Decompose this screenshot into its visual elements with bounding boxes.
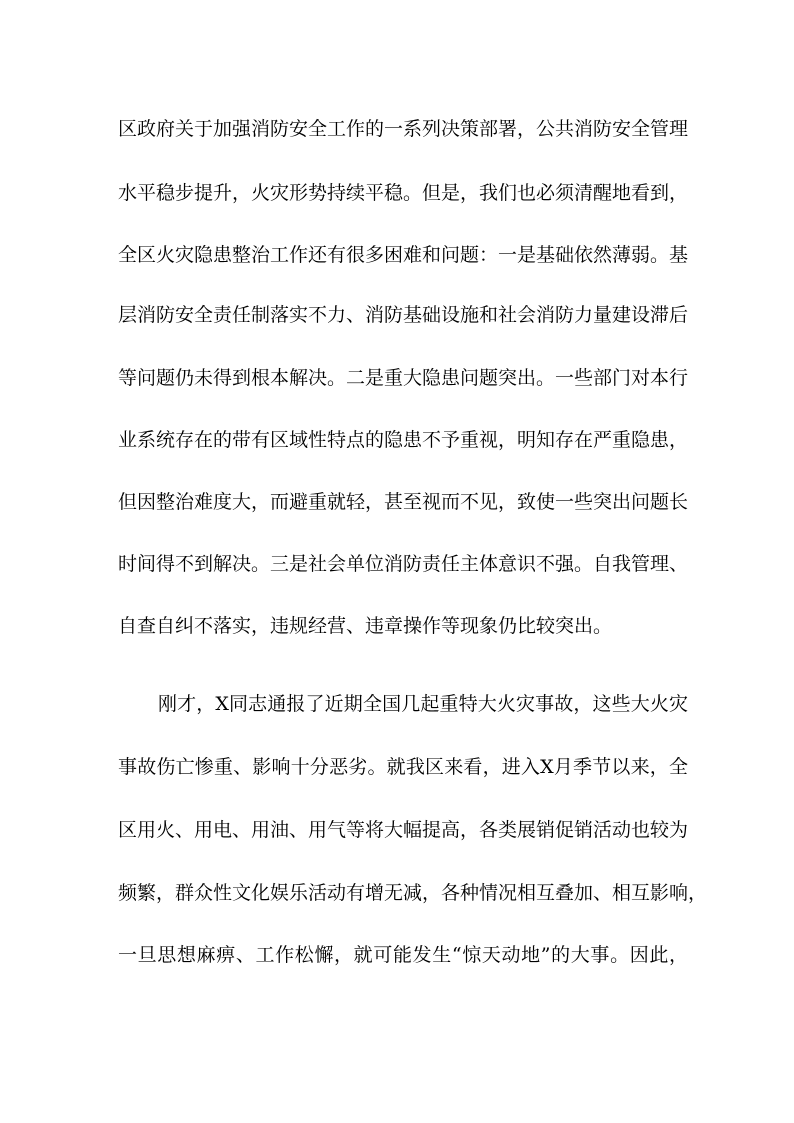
paragraph-1-line-6: 业系统存在的带有区域性特点的隐患不予重视，明知存在严重隐患， (118, 429, 689, 451)
paragraph-2-line-2: 事故伤亡惨重、影响十分恶劣。就我区来看，进入X月季节以来，全 (118, 756, 688, 778)
paragraph-2-line-1: 刚才，X同志通报了近期全国几起重特大火灾事故，这些大火灾 (158, 693, 688, 715)
paragraph-1-line-2: 水平稳步提升，火灾形势持续平稳。但是，我们也必须清醒地看到， (118, 182, 689, 204)
paragraph-1-line-5: 等问题仍未得到根本解决。二是重大隐患问题突出。一些部门对本行 (118, 367, 689, 389)
paragraph-2-line-4: 频繁，群众性文化娱乐活动有增无减，各种情况相互叠加、相互影响， (118, 882, 708, 904)
paragraph-2-line-5: 一旦思想麻痹、工作松懈，就可能发生“惊天动地”的大事。因此， (118, 944, 688, 966)
paragraph-1-line-1: 区政府关于加强消防安全工作的一系列决策部署，公共消防安全管理 (118, 118, 689, 140)
paragraph-1-line-8: 时间得不到解决。三是社会单位消防责任主体意识不强。自我管理、 (118, 553, 689, 575)
paragraph-1-line-4: 层消防安全责任制落实不力、消防基础设施和社会消防力量建设滞后 (118, 304, 689, 326)
paragraph-1-line-3: 全区火灾隐患整治工作还有很多困难和问题：一是基础依然薄弱。基 (118, 244, 689, 266)
paragraph-2-line-3: 区用火、用电、用油、用气等将大幅提高，各类展销促销活动也较为 (118, 819, 689, 841)
paragraph-1-line-9: 自查自纠不落实，违规经营、违章操作等现象仍比较突出。 (118, 615, 613, 637)
paragraph-1-line-7: 但因整治难度大，而避重就轻，甚至视而不见，致使一些突出问题长 (118, 491, 689, 513)
